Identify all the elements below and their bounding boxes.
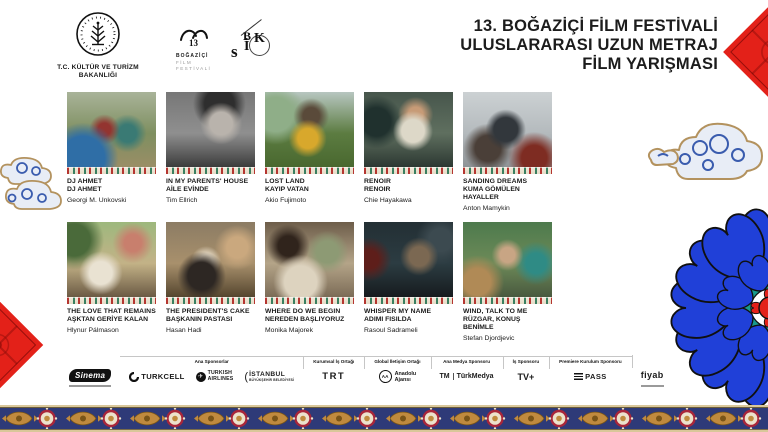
film-director: Akio Fujimoto: [265, 197, 307, 204]
film-title-tr: NEREDEN BAŞLIYORUZ: [265, 316, 345, 323]
bksv-letter-b: B: [243, 29, 252, 43]
film-title-en: WIND, TALK TO ME: [463, 308, 528, 315]
film-still-image: [265, 92, 354, 167]
sponsor-group-tvplus: İş Sponsoru TV+: [503, 356, 550, 385]
sponsor-group-aa: Global İletişim Ortağı AA Anadolu Ajansı: [364, 356, 430, 385]
festival-logo: [176, 25, 220, 73]
film-card: [364, 222, 453, 352]
film-director: Chie Hayakawa: [364, 197, 412, 204]
films-grid: [67, 92, 552, 352]
ministry-name-line2: BAKANLIĞI: [78, 72, 118, 79]
film-title-tr: RÜZGAR, KONUŞ BENİMLE: [463, 316, 521, 331]
film-director: Rasoul Sadrameli: [364, 327, 418, 334]
trt-logo: TRT: [322, 371, 346, 382]
dolphins-icon: [176, 25, 212, 47]
turkcell-logo: TURKCELL: [129, 372, 184, 382]
bksv-letter-k: K: [254, 31, 265, 46]
ministry-emblem-icon: [75, 11, 121, 57]
film-card: [67, 222, 156, 352]
film-director: Stefan Djordjevic: [463, 335, 515, 342]
ornament-bottom-border: [0, 405, 768, 432]
fiyab-logo: fiyab: [641, 365, 664, 387]
ornament-red-diamond-left-icon: [0, 300, 43, 391]
festival-logo-line3: FESTİVALİ: [176, 66, 212, 71]
film-title-en: THE LOVE THAT REMAINS: [67, 308, 156, 315]
anadolu-ajansi-icon: AA: [379, 370, 392, 383]
film-still-image: [67, 222, 156, 297]
film-title-en: RENOIR: [364, 178, 392, 185]
film-still-image: [67, 92, 156, 167]
turkcell-swirl-icon: [129, 372, 139, 382]
folk-ribbon-ornament: [166, 297, 255, 304]
sponsor-group-main: [120, 356, 303, 385]
film-director: Tim Ellrich: [166, 197, 198, 204]
film-title-tr: ADIMI FISILDA: [364, 316, 412, 323]
ornament-tile-flower-icon: [656, 194, 768, 422]
sponsor-group-pass: Premiere Kurulum Sponsoru PASS: [549, 356, 632, 385]
film-title-tr: KAYIP VATAN: [265, 186, 309, 193]
festival-logo-line1: BOĞAZİÇİ: [176, 53, 209, 59]
film-title-tr: AŞKTAN GERİYE KALAN: [67, 316, 149, 323]
ornament-cloud-right-icon: [646, 114, 768, 188]
sinema-subtext-bar: [69, 385, 111, 387]
film-title-en: LOST LAND: [265, 178, 305, 185]
title-line3: FİLM YARIŞMASI: [582, 55, 718, 73]
film-still-image: [265, 222, 354, 297]
film-card: [67, 92, 156, 222]
film-title-en: IN MY PARENTS' HOUSE: [166, 178, 249, 185]
folk-ribbon-ornament: [265, 297, 354, 304]
film-director: Anton Mamykin: [463, 205, 510, 212]
istanbul-emblem-icon: (: [244, 370, 249, 383]
sponsor-group-main-label: Ana Sponsorlar: [194, 359, 229, 364]
film-title-en: WHERE DO WE BEGIN: [265, 308, 341, 315]
title-line2: ULUSLARARASI UZUN METRAJ: [460, 36, 718, 54]
ministry-name-line1: T.C. KÜLTÜR VE TURİZM: [57, 64, 139, 71]
film-director: Georgi M. Unkovski: [67, 197, 127, 204]
pass-logo: PASS: [585, 372, 607, 381]
sponsor-group-trt: Kurumsal İş Ortağı TRT: [303, 356, 364, 385]
film-card: [166, 92, 255, 222]
film-title-tr: DJ AHMET: [67, 186, 102, 193]
film-title-en: THE PRESIDENT'S CAKE: [166, 308, 250, 315]
film-still-image: [463, 222, 552, 297]
folk-ribbon-ornament: [364, 297, 453, 304]
film-still-image: [463, 92, 552, 167]
bksv-letter-i: İ: [244, 39, 250, 54]
film-still-image: [166, 92, 255, 167]
pass-stripes-icon: [574, 373, 583, 380]
folk-ribbon-ornament: [67, 167, 156, 174]
ornament-red-diamond-right-icon: [723, 1, 768, 103]
film-card: [265, 92, 354, 222]
folk-ribbon-ornament: [265, 167, 354, 174]
folk-ribbon-ornament: [67, 297, 156, 304]
film-still-image: [166, 222, 255, 297]
turkmedya-icon: TM: [440, 373, 454, 380]
sponsors-bar: [60, 356, 673, 387]
bksv-letter-s: s: [231, 42, 238, 61]
sponsor-group-turkmedya: Ana Medya Sponsoru TM TürkMedya: [431, 356, 503, 385]
ministry-logo: [46, 11, 150, 80]
airline-bird-icon: ✈: [196, 372, 206, 382]
istanbul-logo: ( İSTANBUL BÜYÜKŞEHİR BELEDİYESİ: [244, 370, 295, 383]
film-title-en: SANDING DREAMS: [463, 178, 528, 185]
film-card: [364, 92, 453, 222]
ornament-cloud-left-icon: [0, 156, 68, 220]
film-title-tr: RENOIR: [364, 186, 391, 193]
film-still-image: [364, 92, 453, 167]
film-card: [166, 222, 255, 352]
film-director: Hlynur Pálmason: [67, 327, 119, 334]
title-line1: 13. BOĞAZİÇİ FİLM FESTİVALİ: [473, 17, 718, 35]
film-card: [463, 92, 552, 222]
film-still-image: [364, 222, 453, 297]
bksv-logo: [229, 29, 271, 65]
film-title-en: DJ AHMET: [67, 178, 103, 185]
film-title-tr: BAŞKANIN PASTASI: [166, 316, 233, 323]
folk-ribbon-ornament: [364, 167, 453, 174]
sponsor-group-sinema: [60, 356, 120, 387]
film-director: Hasan Hadi: [166, 327, 202, 334]
page-title: [460, 17, 718, 74]
folk-ribbon-ornament: [463, 297, 552, 304]
sinema-gm-logo: Sinema: [69, 365, 111, 387]
film-title-tr: AİLE EVİNDE: [166, 186, 209, 193]
folk-ribbon-ornament: [166, 167, 255, 174]
film-director: Monika Majorek: [265, 327, 313, 334]
folk-ribbon-ornament: [463, 167, 552, 174]
turkish-airlines-logo: ✈ TURKISH AIRLINES: [196, 371, 234, 382]
film-title-tr: KUMA GÖMÜLEN HAYALLER: [463, 186, 520, 201]
film-title-en: WHISPER MY NAME: [364, 308, 432, 315]
film-card: [463, 222, 552, 352]
tvplus-logo: TV+: [517, 371, 535, 382]
anadolu-ajansi-logo: Anadolu Ajansı: [394, 370, 417, 383]
festival-logo-line2: FİLM: [176, 59, 193, 65]
festival-number: 13: [189, 38, 198, 47]
film-card: [265, 222, 354, 352]
turkmedya-logo: TürkMedya: [456, 373, 494, 380]
